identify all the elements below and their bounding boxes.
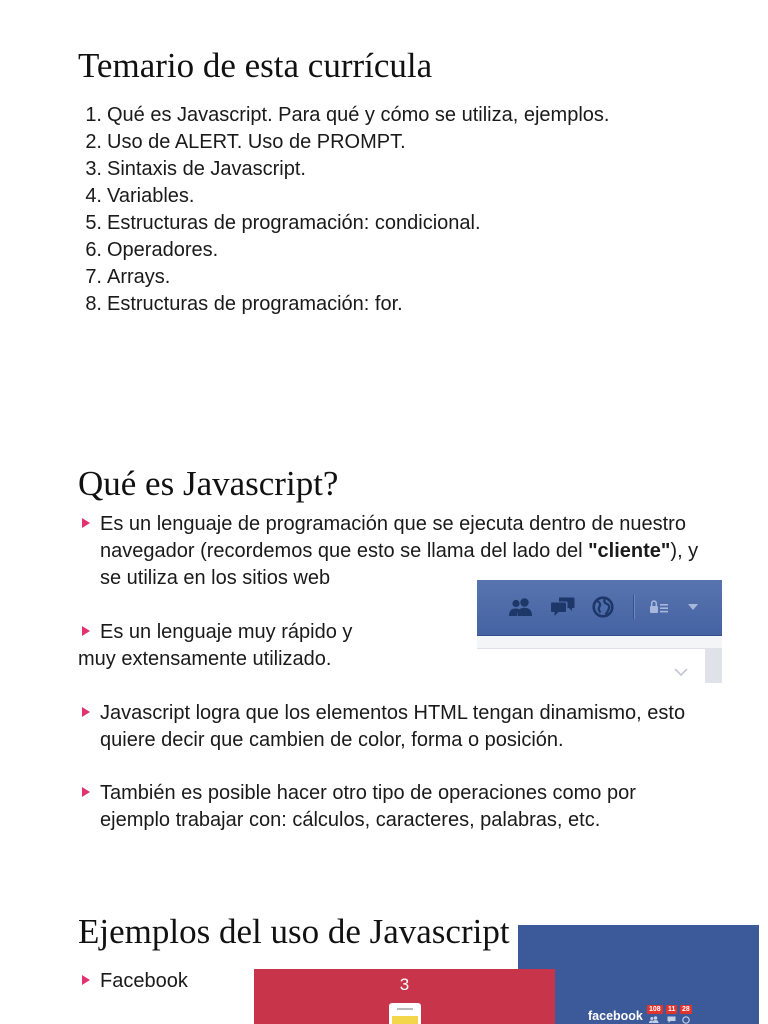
syllabus-item-number: 6. (85, 239, 102, 261)
triangle-bullet-icon (82, 707, 90, 717)
triangle-bullet-icon (82, 518, 90, 528)
syllabus-item-text: Sintaxis de Javascript. (107, 158, 306, 180)
bullet-line: También es posible hacer otro tipo de operaciones como por (100, 782, 636, 804)
notification-count: 3 (399, 975, 410, 994)
notification-counter-image (254, 969, 555, 1024)
syllabus-item-number: 1. (85, 104, 102, 126)
notification-badge: 108 (649, 1006, 661, 1013)
mini-globe-icon (682, 1016, 690, 1024)
syllabus-item-number: 8. (85, 293, 102, 315)
bullet-emphasis: "cliente" (588, 540, 671, 562)
mini-messages-icon (667, 1016, 676, 1023)
bullet-line: Es un lenguaje de programación que se ejecuta dentro de nuestro (100, 513, 686, 535)
facebook-logo-text: facebook (588, 1009, 643, 1023)
messages-icon (551, 597, 575, 617)
chevron-down-icon (674, 668, 688, 676)
syllabus-item-text: Estructuras de programación: for. (107, 293, 403, 315)
syllabus-title: Temario de esta currícula (78, 46, 433, 85)
syllabus-item-text: Uso de ALERT. Uso de PROMPT. (107, 131, 406, 153)
triangle-bullet-icon (82, 626, 90, 636)
notification-badge: 11 (668, 1006, 676, 1013)
lock-icon (649, 600, 669, 614)
bullet-line: Facebook (100, 970, 188, 992)
syllabus-item-number: 4. (85, 185, 102, 207)
bullet-line-text: ), y (670, 540, 699, 562)
toolbar-separator (633, 595, 634, 619)
bullet-line: muy extensamente utilizado. (78, 648, 332, 670)
examples-title: Ejemplos del uso de Javascript (78, 912, 510, 951)
facebook-blue-bar (477, 580, 722, 636)
bullet-line: Es un lenguaje muy rápido y (100, 621, 353, 643)
what-is-javascript-title: Qué es Javascript? (78, 464, 339, 503)
syllabus-item-number: 2. (85, 131, 102, 153)
bullet-line: quiere decir que cambien de color, forma o posición. (100, 729, 564, 751)
syllabus-item-number: 3. (85, 158, 102, 180)
syllabus-item-number: 7. (85, 266, 102, 288)
bullet-line: Javascript logra que los elementos HTML tengan dinamismo, esto (100, 702, 686, 724)
phone-icon (389, 1003, 421, 1024)
syllabus-item-number: 5. (85, 212, 102, 234)
toolbar-shadow-strip (477, 636, 722, 648)
mini-friends-icon (649, 1016, 659, 1023)
facebook-toolbar-image (477, 580, 722, 683)
syllabus-item-text: Arrays. (107, 266, 171, 288)
phone-speaker (397, 1008, 413, 1010)
bullet-line: ejemplo trabajar con: cálculos, caracteres, palabras, etc. (100, 809, 601, 831)
phone-screen (392, 1016, 418, 1024)
globe-icon (592, 596, 614, 618)
friends-icon (509, 598, 533, 616)
toolbar-dropdown-panel (477, 648, 705, 683)
triangle-bullet-icon (82, 975, 90, 985)
bullet-line-text: navegador (recordemos que esto se llama del lado del (100, 540, 589, 562)
syllabus-item-text: Qué es Javascript. Para qué y cómo se utiliza, ejemplos. (107, 104, 610, 126)
bullet-line (100, 538, 698, 565)
bullet-line: se utiliza en los sitios web (100, 567, 331, 589)
syllabus-item-text: Operadores. (107, 239, 219, 261)
caret-down-icon (688, 604, 698, 610)
syllabus-item-text: Estructuras de programación: condicional. (107, 212, 481, 234)
triangle-bullet-icon (82, 787, 90, 797)
syllabus-item-text: Variables. (107, 185, 195, 207)
notification-badge: 28 (682, 1006, 690, 1013)
